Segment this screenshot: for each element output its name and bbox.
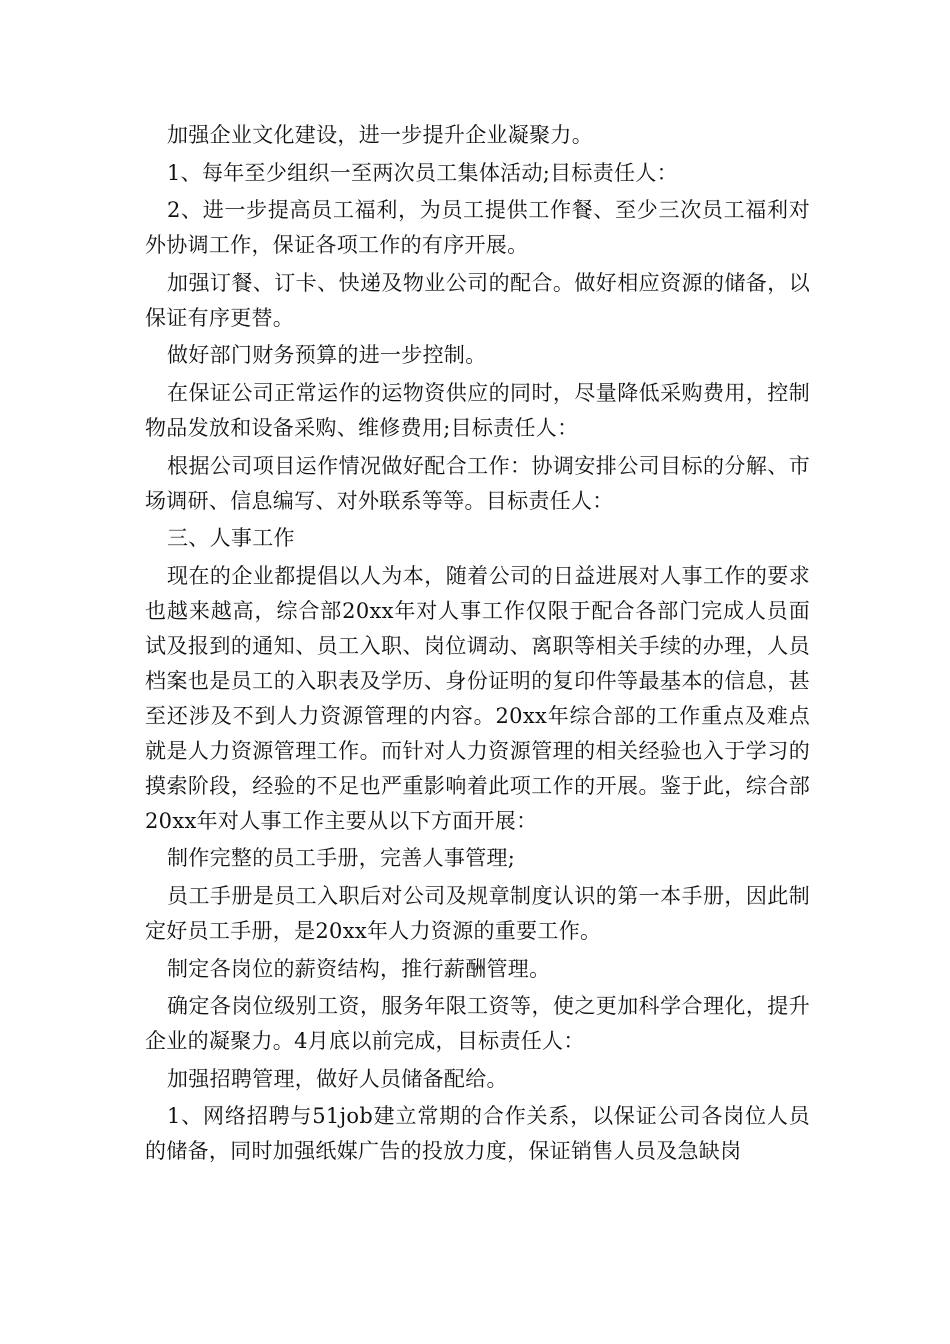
paragraph-salary: 确定各岗位级别工资，服务年限工资等，使之更加科学合理化，提升企业的凝聚力。4月底以前完成，目标责任人： [145,994,810,1054]
document-body [145,118,810,1172]
paragraph-coordination: 加强订餐、订卡、快递及物业公司的配合。做好相应资源的储备，以保证有序更替。 [145,270,810,330]
paragraph-recruit: 1、网络招聘与51job建立常期的合作关系，以保证公司各岗位人员的储备，同时加强纸媒广告的投放力度，保证销售人员及急缺岗 [145,1104,810,1164]
paragraph-culture-heading: 加强企业文化建设，进一步提升企业凝聚力。 [167,123,593,147]
section-heading-hr: 三、人事工作 [167,526,295,551]
paragraph-handbook-heading: 制作完整的员工手册，完善人事管理; [167,846,516,871]
paragraph-welfare: 2、进一步提高员工福利，为员工提供工作餐、至少三次员工福利对外协调工作，保证各项工作的有序开展。 [145,198,810,258]
paragraph-activities: 1、每年至少组织一至两次员工集体活动;目标责任人： [167,160,678,185]
paragraph-project-support: 根据公司项目运作情况做好配合工作：协调安排公司目标的分解、市场调研、信息编写、对外联系等等。目标责任人： [145,453,810,513]
paragraph-recruit-heading: 加强招聘管理，做好人员储备配给。 [167,1066,508,1091]
paragraph-hr-overview: 现在的企业都提倡以人为本，随着公司的日益进展对人事工作的要求也越来越高，综合部20xx年对人事工作仅限于配合各部门完成人员面试及报到的通知、员工入职、岗位调动、离职等相关手续的办理，人员档案也是员工的入职表及学历、身份证明的复印件等最基本的信息，甚至还涉及不到人力资源管理的内容。20xx年综合部的工作重点及难点就是人力资源管理工作。而针对人力资源管理的相关经验也入于学习的摸索阶段，经验的不足也严重影响着此项工作的开展。鉴于此，综合部20xx年对人事工作主要从以下方面开展： [145,563,810,833]
paragraph-budget-heading: 做好部门财务预算的进一步控制。 [167,343,487,368]
paragraph-salary-heading: 制定各岗位的薪资结构，推行薪酬管理。 [167,956,551,981]
paragraph-procurement: 在保证公司正常运作的运物资供应的同时，尽量降低采购费用，控制物品发放和设备采购、维修费用;目标责任人： [145,380,810,440]
paragraph-handbook: 员工手册是员工入职后对公司及规章制度认识的第一本手册，因此制定好员工手册，是20xx年人力资源的重要工作。 [145,883,810,943]
